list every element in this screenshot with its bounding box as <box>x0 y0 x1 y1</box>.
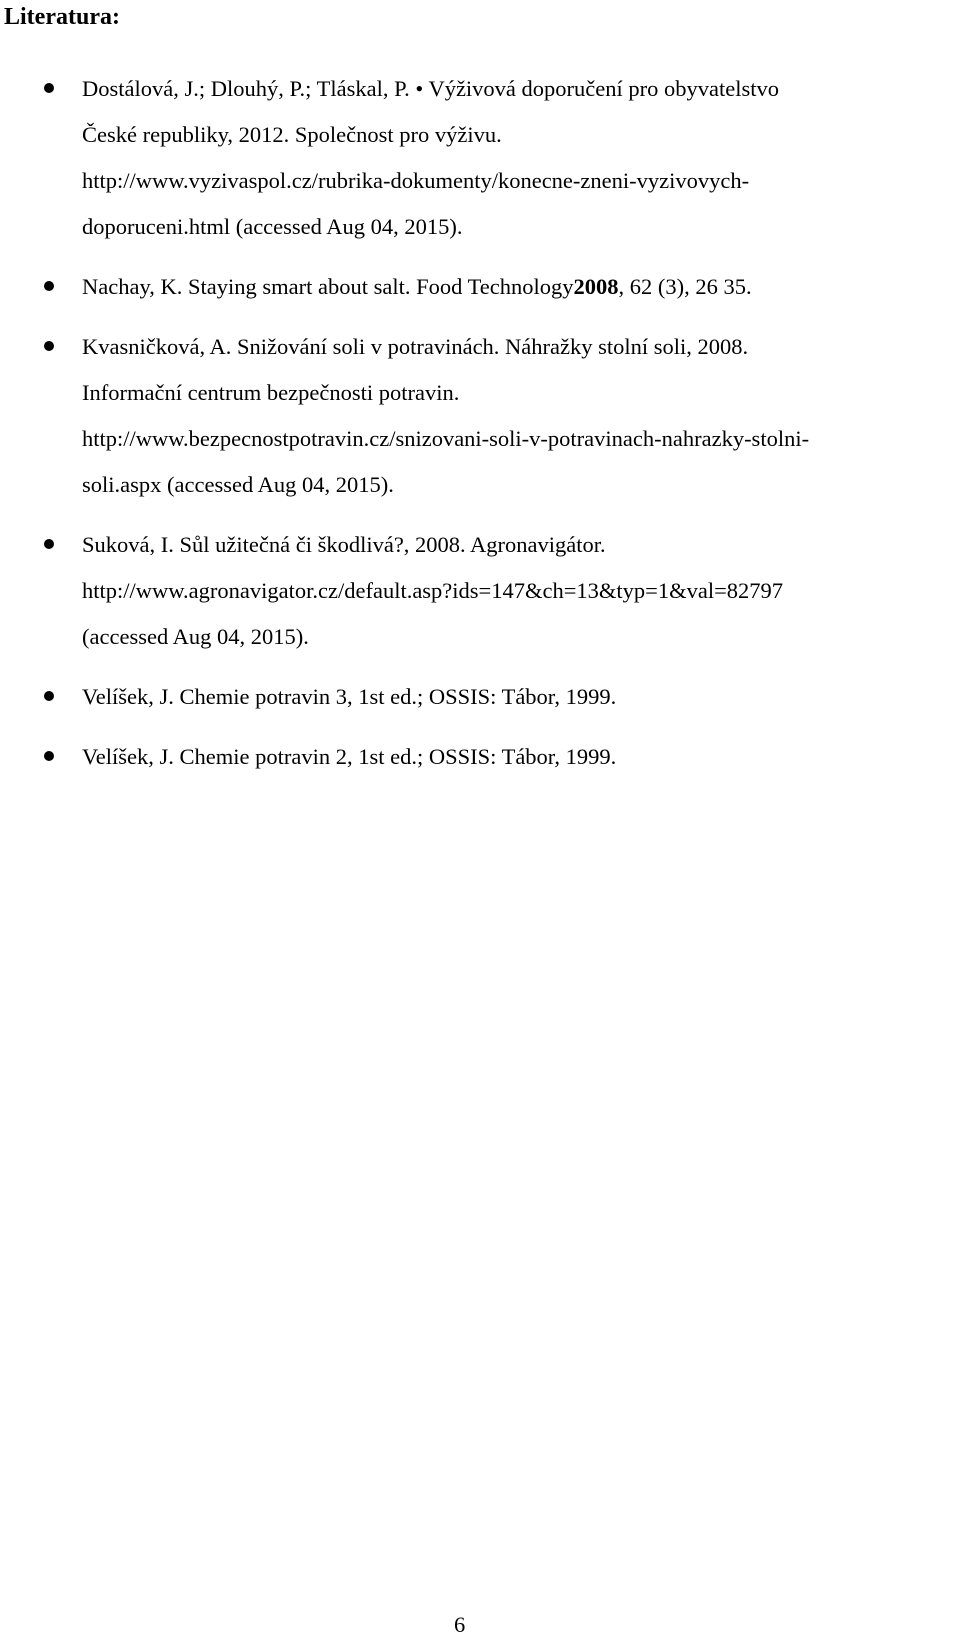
page-heading: Literatura: <box>4 4 120 30</box>
reference-url[interactable]: http://www.agronavigator.cz/default.asp?ids=147&ch=13&typ=1&val=82797 <box>82 578 784 603</box>
reference-line: soli.aspx (accessed Aug 04, 2015). <box>82 472 394 497</box>
reference-list <box>0 66 960 794</box>
reference-text: Nachay, K. Staying smart about salt. Food Technology <box>82 274 574 299</box>
reference-line: České republiky, 2012. Společnost pro výživu. <box>82 122 502 147</box>
reference-item-dostalova <box>0 66 940 250</box>
bullet-icon <box>44 751 54 761</box>
reference-year: 2008 <box>573 274 619 299</box>
reference-text: , 62 (3), 26 35. <box>618 274 752 299</box>
reference-item-kvasnickova <box>0 324 940 508</box>
reference-url[interactable]: http://www.vyzivaspol.cz/rubrika-dokumenty/konecne-zneni-vyzivovych- <box>82 168 750 193</box>
reference-line: Dostálová, J.; Dlouhý, P.; Tláskal, P. • Výživová doporučení pro obyvatelstvo <box>82 76 779 101</box>
reference-line: Kvasničková, A. Snižování soli v potravinách. Náhražky stolní soli, 2008. <box>82 334 749 359</box>
reference-line: Suková, I. Sůl užitečná či škodlivá?, 2008. Agronavigátor. <box>82 532 606 557</box>
reference-line <box>82 264 940 310</box>
reference-line: Informační centrum bezpečnosti potravin. <box>82 380 460 405</box>
reference-line: Velíšek, J. Chemie potravin 3, 1st ed.; OSSIS: Tábor, 1999. <box>82 684 617 709</box>
bullet-icon <box>44 281 54 291</box>
bullet-icon <box>44 83 54 93</box>
page-number: 6 <box>454 1612 466 1637</box>
reference-url[interactable]: http://www.bezpecnostpotravin.cz/snizovani-soli-v-potravinach-nahrazky-stolni- <box>82 426 810 451</box>
reference-item-nachay <box>0 264 940 310</box>
reference-line: (accessed Aug 04, 2015). <box>82 624 309 649</box>
bullet-icon <box>44 539 54 549</box>
reference-item-velisek-2 <box>0 734 940 780</box>
reference-item-sukova <box>0 522 940 660</box>
bullet-icon <box>44 691 54 701</box>
bullet-icon <box>44 341 54 351</box>
reference-item-velisek-3 <box>0 674 940 720</box>
reference-line: doporuceni.html (accessed Aug 04, 2015). <box>82 214 463 239</box>
reference-line: Velíšek, J. Chemie potravin 2, 1st ed.; OSSIS: Tábor, 1999. <box>82 744 617 769</box>
